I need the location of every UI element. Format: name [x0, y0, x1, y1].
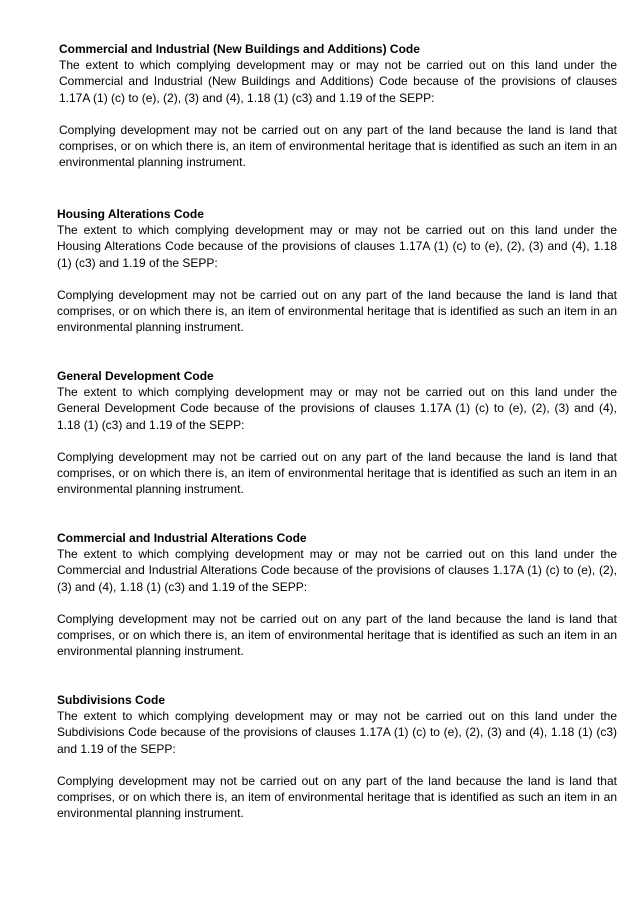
section-general-development — [57, 368, 617, 498]
section-commercial-industrial-new-buildings — [59, 41, 617, 171]
extent-paragraph: The extent to which complying development may or may not be carried out on this land under the Commercial and Industrial Alterations Code because of the provisions of clauses 1.17A (1) (c) to (e), (2), (3) and (4), 1.18 (1) (c3) and 1.19 of the SEPP: — [57, 547, 617, 594]
extent-paragraph: The extent to which complying development may or may not be carried out on this land under the Subdivisions Code because of the provisions of clauses 1.17A (1) (c) to (e), (2), (3) and (4), 1.18 (1) (c3) and 1.19 of the SEPP: — [57, 709, 617, 756]
restriction-paragraph: Complying development may not be carried out on any part of the land because the land is land that comprises, or on which there is, an item of environmental heritage that is identified as such an item in an environmental planning instrument. — [57, 611, 617, 659]
section-heading: Commercial and Industrial (New Buildings and Additions) Code — [59, 42, 420, 56]
extent-paragraph: The extent to which complying development may or may not be carried out on this land under the General Development Code because of the provisions of clauses 1.17A (1) (c) to (e), (2), (3) and (4), 1.18 (1) (c3) and 1.19 of the SEPP: — [57, 385, 617, 432]
section-subdivisions — [57, 692, 617, 822]
section-heading: Subdivisions Code — [57, 693, 166, 707]
section-heading: Housing Alterations Code — [57, 207, 204, 221]
extent-paragraph: The extent to which complying development may or may not be carried out on this land under the Commercial and Industrial (New Buildings and Additions) Code because of the provisions of clauses 1.17A (1) (c) to (e), (2), (3) and (4), 1.18 (1) (c3) and 1.19 of the SEPP: — [59, 58, 617, 105]
restriction-paragraph: Complying development may not be carried out on any part of the land because the land is land that comprises, or on which there is, an item of environmental heritage that is identified as such an item in an environmental planning instrument. — [57, 449, 617, 497]
section-heading: Commercial and Industrial Alterations Code — [57, 531, 307, 545]
section-commercial-industrial-alterations — [57, 530, 617, 660]
extent-paragraph: The extent to which complying development may or may not be carried out on this land under the Housing Alterations Code because of the provisions of clauses 1.17A (1) (c) to (e), (2), (3) and (4), 1.18 (1) (c3) and 1.19 of the SEPP: — [57, 223, 617, 270]
restriction-paragraph: Complying development may not be carried out on any part of the land because the land is land that comprises, or on which there is, an item of environmental heritage that is identified as such an item in an environmental planning instrument. — [59, 122, 617, 170]
section-housing-alterations — [57, 206, 617, 336]
section-heading: General Development Code — [57, 369, 214, 383]
restriction-paragraph: Complying development may not be carried out on any part of the land because the land is land that comprises, or on which there is, an item of environmental heritage that is identified as such an item in an environmental planning instrument. — [57, 287, 617, 335]
restriction-paragraph: Complying development may not be carried out on any part of the land because the land is land that comprises, or on which there is, an item of environmental heritage that is identified as such an item in an environmental planning instrument. — [57, 773, 617, 821]
